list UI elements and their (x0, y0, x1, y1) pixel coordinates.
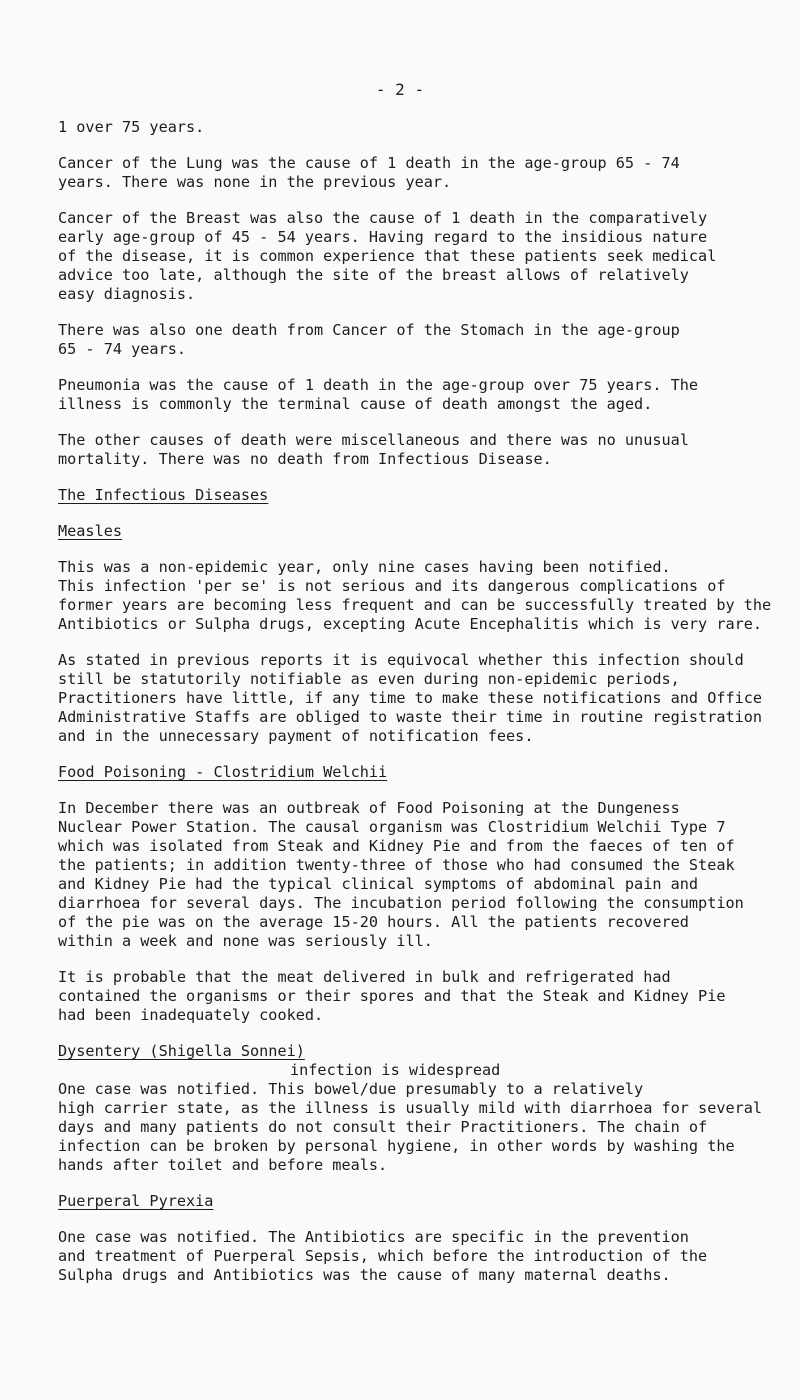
paragraph: As stated in previous reports it is equivocal whether this infection should still be statutorily notifiable as even during non-epidemic periods, Practitioners have little, if any time to make these notifications and Office Administrative Staffs are obliged to waste their time in routine registration and in the unnecessary payment of notification fees. (58, 651, 763, 745)
paragraph: It is probable that the meat delivered in bulk and refrigerated had contained the organisms or their spores and that the Steak and Kidney Pie had been inadequately cooked. (58, 968, 726, 1024)
paragraph: One case was notified. The Antibiotics are specific in the prevention and treatment of Puerperal Sepsis, which before the introduction of the Sulpha drugs and Antibiotics was the cause of many maternal deaths. (58, 1228, 708, 1284)
paragraph: This was a non-epidemic year, only nine cases having been notified. This infection 'per se' is not serious and its dangerous complications of former years are becoming less frequent and can be successfully treated by the Antibiotics or Sulpha drugs, excepting Acute Encephalitis which is very rare. (58, 558, 772, 633)
page-number: - 2 - (375, 80, 425, 99)
subsection-heading (58, 1192, 798, 1211)
subsection-heading-text: Puerperal Pyrexia (58, 1192, 214, 1210)
section-heading-text: The Infectious Diseases (58, 486, 269, 504)
subsection-heading (58, 522, 798, 541)
handwritten-insertion: infection is widespread (290, 1061, 501, 1079)
subsection-heading-text: Dysentery (Shigella Sonnei) (58, 1042, 305, 1060)
paragraph: Pneumonia was the cause of 1 death in the age-group over 75 years. The illness is commonly the terminal cause of death amongst the aged. (58, 376, 699, 413)
subsection-heading-text: Measles (58, 522, 123, 540)
subsection-heading (58, 763, 798, 782)
paragraph: Cancer of the Lung was the cause of 1 death in the age-group 65 - 74 years. There was none in the previous year. (58, 154, 680, 191)
paragraph: 1 over 75 years. (58, 118, 205, 136)
paragraph: There was also one death from Cancer of the Stomach in the age-group 65 - 74 years. (58, 321, 680, 358)
subsection-heading (58, 1042, 798, 1061)
subsection-heading-text: Food Poisoning - Clostridium Welchii (58, 763, 388, 781)
paragraph: In December there was an outbreak of Food Poisoning at the Dungeness Nuclear Power Station. The causal organism was Clostridium Welchii Type 7 which was isolated from Steak and Kidney Pie and from the faeces of ten of the patients; in addition twenty-three of those who had consumed the Steak and Kidney Pie had the typical clinical symptoms of abdominal pain and diarrhoea for several days. The incubation period following the consumption of the pie was on the average 15-20 hours. All the patients recovered within a week and none was seriously ill. (58, 799, 744, 950)
paragraph: Cancer of the Breast was also the cause of 1 death in the comparatively early age-group of 45 - 54 years. Having regard to the insidious nature of the disease, it is common experience that these patients seek medical advice too late, although the site of the breast allows of relatively easy diagnosis. (58, 209, 717, 303)
section-heading (58, 486, 798, 505)
paragraph: The other causes of death were miscellaneous and there was no unusual mortality. There was no death from Infectious Disease. (58, 431, 689, 468)
paragraph: One case was notified. This bowel/due presumably to a relatively high carrier state, as the illness is usually mild with diarrhoea for several days and many patients do not consult their Practitioners. The chain of infection can be broken by personal hygiene, in other words by washing the hands after toilet and before meals. (58, 1080, 763, 1174)
document-body (58, 118, 798, 1302)
